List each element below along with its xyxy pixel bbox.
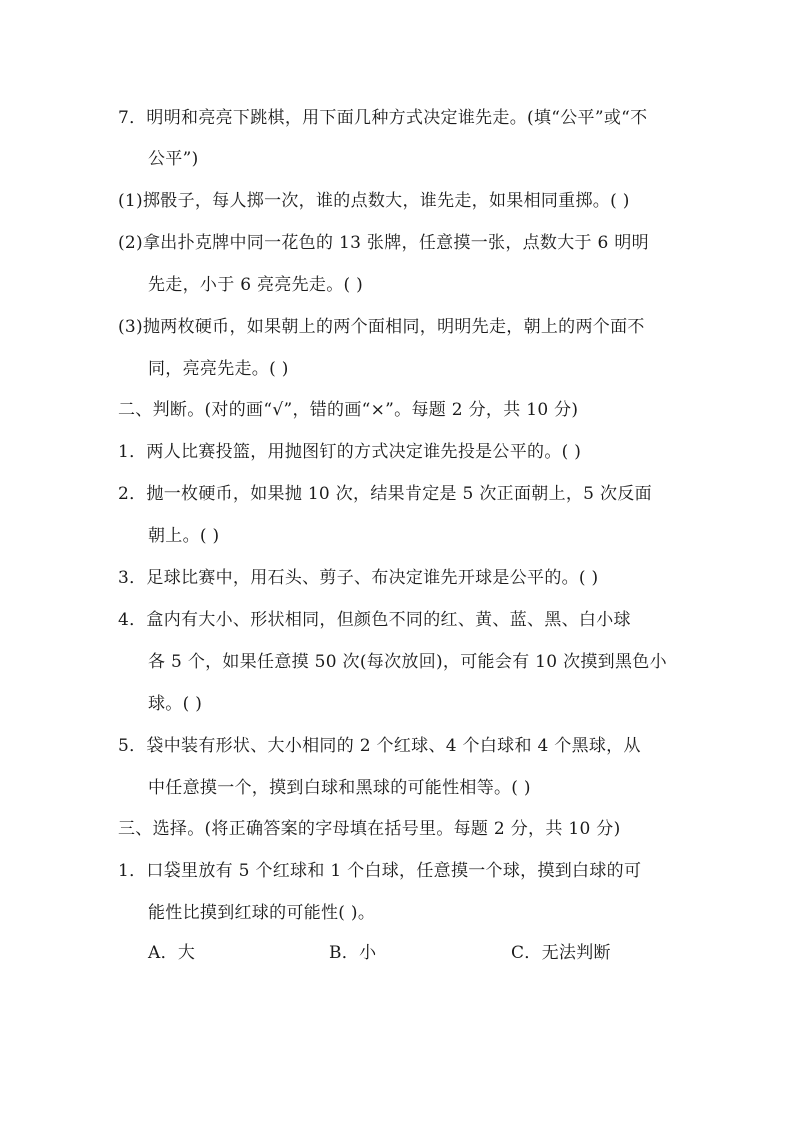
option-b: B．小: [329, 943, 377, 963]
choice-question-1-line1: 1．口袋里放有 5 个红球和 1 个白球，任意摸一个球，摸到白球的可: [118, 861, 642, 881]
question-7-sub2-line2: 先走，小于 6 亮亮先走。( ): [148, 275, 364, 295]
judge-question-5-line2: 中任意摸一个，摸到白球和黑球的可能性相等。( ): [148, 778, 531, 798]
question-7-line2: 公平”): [148, 149, 199, 169]
option-a: A．大: [148, 943, 196, 963]
judge-question-1: 1．两人比赛投篮，用抛图钉的方式决定谁先投是公平的。( ): [118, 442, 582, 462]
judge-question-3: 3．足球比赛中，用石头、剪子、布决定谁先开球是公平的。( ): [118, 568, 599, 588]
section-2-title: 二、判断。(对的画“√”，错的画“×”。每题 2 分，共 10 分): [118, 400, 579, 420]
question-7-sub3-line1: (3)抛两枚硬币，如果朝上的两个面相同，明明先走，朝上的两个面不: [118, 317, 645, 337]
question-7-line1: 7．明明和亮亮下跳棋，用下面几种方式决定谁先走。(填“公平”或“不: [118, 108, 648, 128]
judge-question-2-line2: 朝上。( ): [148, 526, 220, 546]
judge-question-5-line1: 5．袋中装有形状、大小相同的 2 个红球、4 个白球和 4 个黑球，从: [118, 736, 641, 756]
question-7-sub3-line2: 同，亮亮先走。( ): [148, 359, 289, 379]
choice-options-row: [0, 941, 794, 965]
question-7-sub1: (1)掷骰子，每人掷一次，谁的点数大，谁先走，如果相同重掷。( ): [118, 191, 630, 211]
judge-question-4-line3: 球。( ): [148, 694, 203, 714]
choice-question-1-line2: 能性比摸到红球的可能性( )。: [148, 903, 376, 923]
judge-question-4-line2: 各 5 个，如果任意摸 50 次(每次放回)，可能会有 10 次摸到黑色小: [148, 652, 667, 672]
judge-question-4-line1: 4．盒内有大小、形状相同，但颜色不同的红、黄、蓝、黑、白小球: [118, 610, 631, 630]
section-3-title: 三、选择。(将正确答案的字母填在括号里。每题 2 分，共 10 分): [118, 819, 621, 839]
option-c: C．无法判断: [511, 943, 611, 963]
question-7-sub2-line1: (2)拿出扑克牌中同一花色的 13 张牌，任意摸一张，点数大于 6 明明: [118, 233, 649, 253]
judge-question-2-line1: 2．抛一枚硬币，如果抛 10 次，结果肯定是 5 次正面朝上，5 次反面: [118, 484, 652, 504]
